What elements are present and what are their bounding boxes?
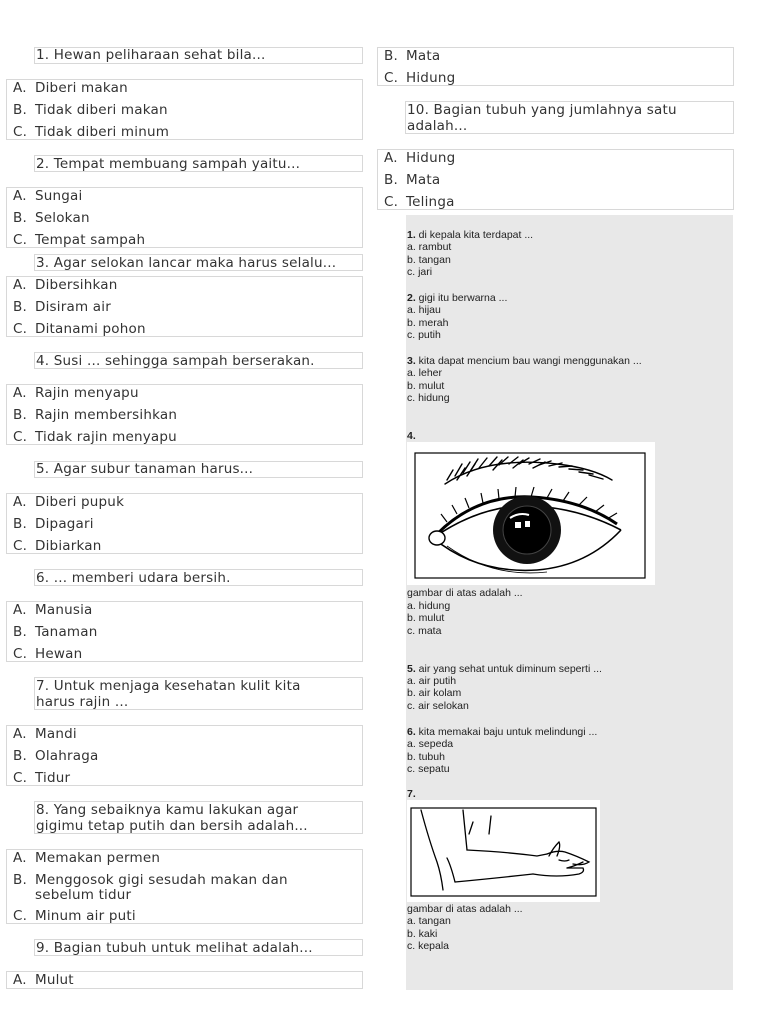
ws-q4-c: c. mata [407, 625, 442, 637]
question-6-text: 6. ... memberi udara bersih. [36, 570, 231, 586]
q9-option-c[interactable]: C. Hidung [384, 70, 456, 86]
q3-option-b[interactable]: B. Disiram air [13, 299, 111, 315]
q6-option-c[interactable]: C. Hewan [13, 646, 83, 662]
question-7-line-1: 7. Untuk menjaga kesehatan kulit kita [36, 678, 301, 694]
ws-q5-text: 5. air yang sehat untuk diminum seperti ... [407, 663, 602, 675]
ws-q5-a: a. air putih [407, 675, 457, 687]
q7-option-b[interactable]: B. Olahraga [13, 748, 99, 764]
ws-q1-c: c. jari [407, 266, 433, 278]
ws-q4-num: 4. [407, 430, 416, 442]
q9-option-b[interactable]: B. Mata [384, 48, 441, 64]
q3-option-a[interactable]: A. Dibersihkan [13, 277, 118, 293]
ws-q3-b: b. mulut [407, 380, 445, 392]
ws-q2-c: c. putih [407, 329, 441, 341]
q5-option-b[interactable]: B. Dipagari [13, 516, 94, 532]
q5-option-c[interactable]: C. Dibiarkan [13, 538, 102, 554]
q8-option-c[interactable]: C. Minum air puti [13, 908, 136, 924]
ws-q2-b: b. merah [407, 317, 449, 329]
ws-q1-b: b. tangan [407, 254, 451, 266]
ws-q6-b: b. tubuh [407, 751, 445, 763]
ws-q3-c: c. hidung [407, 392, 450, 404]
question-5-text: 5. Agar subur tanaman harus... [36, 461, 254, 477]
q8-option-b-cont: sebelum tidur [35, 887, 132, 903]
ws-q6-a: a. sepeda [407, 738, 454, 750]
q4-option-c[interactable]: C. Tidak rajin menyapu [13, 429, 177, 445]
ws-q1-a: a. rambut [407, 241, 452, 253]
q4-option-a[interactable]: A. Rajin menyapu [13, 385, 139, 401]
q10-option-c[interactable]: C. Telinga [384, 194, 455, 210]
ws-q7-b: b. kaki [407, 928, 438, 940]
question-7-line-2: harus rajin ... [36, 694, 129, 710]
ws-q3-a: a. leher [407, 367, 443, 379]
question-3-text: 3. Agar selokan lancar maka harus selalu... [36, 255, 337, 271]
q1-option-a[interactable]: A. Diberi makan [13, 80, 128, 96]
q8-option-a[interactable]: A. Memakan permen [13, 850, 161, 866]
ws-q4-a: a. hidung [407, 600, 451, 612]
eye-drawing [407, 442, 655, 585]
ws-q2-text: 2. gigi itu berwarna ... [407, 292, 508, 304]
ws-q7-c: c. kepala [407, 940, 450, 952]
ws-q6-c: c. sepatu [407, 763, 450, 775]
ws-q7-a: a. tangan [407, 915, 451, 927]
q7-option-a[interactable]: A. Mandi [13, 726, 77, 742]
question-8-line-2: gigimu tetap putih dan bersih adalah... [36, 818, 308, 834]
ws-q4-b: b. mulut [407, 612, 445, 624]
question-9-text: 9. Bagian tubuh untuk melihat adalah... [36, 940, 313, 956]
q2-option-a[interactable]: A. Sungai [13, 188, 83, 204]
question-2-text: 2. Tempat membuang sampah yaitu... [36, 156, 301, 172]
question-4-text: 4. Susi ... sehingga sampah berserakan. [36, 353, 315, 369]
ws-q5-c: c. air selokan [407, 700, 469, 712]
q10-option-a[interactable]: A. Hidung [384, 150, 456, 166]
question-1-text: 1. Hewan peliharaan sehat bila... [36, 47, 266, 63]
ws-q4-caption: gambar di atas adalah ... [407, 587, 523, 599]
q3-option-c[interactable]: C. Ditanami pohon [13, 321, 146, 337]
ws-q1-text: 1. di kepala kita terdapat ... [407, 229, 534, 241]
ws-q5-b: b. air kolam [407, 687, 462, 699]
ws-q6-text: 6. kita memakai baju untuk melindungi ... [407, 726, 598, 738]
q5-option-a[interactable]: A. Diberi pupuk [13, 494, 125, 510]
ws-q3-text: 3. kita dapat mencium bau wangi menggunakan ... [407, 355, 642, 367]
question-8-line-1: 8. Yang sebaiknya kamu lakukan agar [36, 802, 299, 818]
q2-option-b[interactable]: B. Selokan [13, 210, 90, 226]
q6-option-a[interactable]: A. Manusia [13, 602, 93, 618]
q4-option-b[interactable]: B. Rajin membersihkan [13, 407, 178, 423]
q1-option-b[interactable]: B. Tidak diberi makan [13, 102, 168, 118]
eye-picture [407, 442, 655, 585]
question-10-line-1: 10. Bagian tubuh yang jumlahnya satu [407, 102, 677, 118]
q6-option-b[interactable]: B. Tanaman [13, 624, 98, 640]
ws-q7-caption: gambar di atas adalah ... [407, 903, 523, 915]
ws-q7-num: 7. [407, 788, 416, 800]
q1-option-c[interactable]: C. Tidak diberi minum [13, 124, 170, 140]
q9-option-a[interactable]: A. Mulut [13, 972, 74, 988]
q8-option-b[interactable]: B. Menggosok gigi sesudah makan dan [13, 872, 288, 888]
q10-option-b[interactable]: B. Mata [384, 172, 441, 188]
arm-drawing [407, 800, 600, 902]
q2-option-c[interactable]: C. Tempat sampah [13, 232, 146, 248]
question-10-line-2: adalah... [407, 118, 468, 134]
ws-q2-a: a. hijau [407, 304, 441, 316]
arm-picture [407, 800, 600, 902]
q7-option-c[interactable]: C. Tidur [13, 770, 71, 786]
